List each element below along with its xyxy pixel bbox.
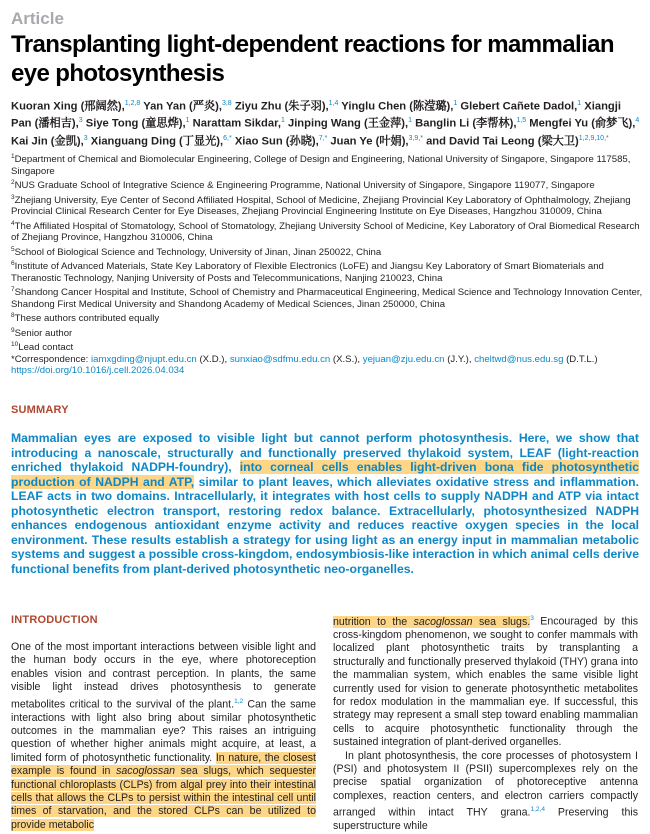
author-name: Mengfei Yu (俞梦飞), xyxy=(529,118,636,131)
author-affiliation-sup[interactable]: 1 xyxy=(185,117,190,125)
intro-text: Encouraged by this cross-kingdom phenomenon, we sought to confer mammals with localized plant photosynthetic traits by transplanting a structurally and functionally preserved thylakoid (THY) grana into the mammalian system, which enables the same visible light currently used for vision to generate photosynthetic metabolites for redox modulation in the mammalian eye. If successful, this strategy may represent a small step toward enabling mammalian cells to acquire photosynthetic functionality through the sustained integration of plant-derived organelles. xyxy=(333,615,638,749)
summary-text xyxy=(11,431,639,576)
citation-sup[interactable]: 1,2 xyxy=(234,697,244,705)
author-affiliation-sup[interactable]: 1 xyxy=(408,117,413,125)
author-affiliation-sup[interactable]: 7,* xyxy=(318,134,328,142)
email-link[interactable]: cheltwd@nus.edu.sg xyxy=(474,353,564,365)
email-link[interactable]: iamxgding@njupt.edu.cn xyxy=(91,353,197,365)
summary-heading: SUMMARY xyxy=(11,404,69,416)
email-link[interactable]: sunxiao@sdfmu.edu.cn xyxy=(229,353,331,365)
author-affiliation-sup[interactable]: 6,* xyxy=(223,134,232,142)
affiliation-item xyxy=(11,177,643,192)
author-name: Banglin Li (李帮林), xyxy=(415,118,517,131)
intro-paragraph-1-cont xyxy=(333,612,638,750)
author-name: Xianguang Ding (丁显光), xyxy=(90,135,224,148)
author-affiliation-sup[interactable]: 1 xyxy=(453,100,458,107)
intro-right-column xyxy=(333,612,638,834)
affiliation-item xyxy=(11,151,643,177)
doi-link[interactable]: https://doi.org/10.1016/j.cell.2026.04.034 xyxy=(11,365,185,377)
summary-highlight: into corneal cells enables light-driven bona fide photosynthetic production of NADPH and ATP, xyxy=(11,460,639,489)
author-name: Yan Yan (严炎), xyxy=(143,100,222,113)
author-affiliation-sup[interactable]: 3,8 xyxy=(221,100,232,107)
affiliation-number: 2 xyxy=(11,179,15,186)
affiliation-text: Department of Chemical and Biomolecular Engineering, College of Design and Engineering, National University of Singapore, Singapore 117585, Singapore xyxy=(11,154,631,177)
author-name: Siye Tong (童思烨), xyxy=(85,118,186,131)
affiliation-item xyxy=(11,244,643,259)
intro-paragraph-1 xyxy=(11,641,316,832)
author-name: Xiangji Pan (潘相吉), xyxy=(11,100,621,131)
affiliation-text: NUS Graduate School of Integrative Science & Engineering Programme, National University of Singapore, Singapore 119077, Singapore xyxy=(14,180,595,192)
email-initials: (D.T.L.) xyxy=(566,353,598,365)
affiliation-item xyxy=(11,192,643,218)
affiliation-text: Senior author xyxy=(14,327,73,339)
intro-text: Can the same interactions with light also bring about similar photosynthetic outcomes in the mammalian eye? This raises an intriguing question of whether higher animals might acquire, at least, a limited form of photosynthetic functionality. xyxy=(11,698,316,764)
affiliation-item xyxy=(11,284,643,310)
highlight-italic: sacoglossan xyxy=(116,765,175,778)
affiliation-number: 5 xyxy=(11,245,15,253)
author-name: Narattam Sikdar, xyxy=(192,118,281,131)
author-affiliation-sup[interactable]: 1,2,9,10,* xyxy=(578,134,609,142)
article-type-label: Article xyxy=(11,9,64,28)
doi-line xyxy=(11,365,643,376)
affiliation-number: 9 xyxy=(11,326,15,334)
author-name: Xiao Sun (孙晓), xyxy=(234,135,319,148)
author-affiliation-sup[interactable]: 1 xyxy=(280,117,285,125)
affiliation-number: 8 xyxy=(11,312,15,320)
correspondence-emails xyxy=(91,354,598,365)
affiliation-item xyxy=(11,310,643,325)
intro-text: In plant photosynthesis, the core processes of photosystem I (PSI) and photosystem II (PSII) supercomplexes rely on the precise spatial organization of photoreceptive antenna complexes, reaction centers, and electron carriers compactly arranged within intact THY grana. xyxy=(333,749,638,819)
summary-text-end: similar to plant leaves, which alleviates oxidative stress and inflammation. LEAF acts in two domains. Intracellularly, it integrates with host cells to supply NADPH and ATP via intact photosynthetic electron transport, restoring redox balance. Extracellularly, photosynthesized NADPH enhances endogenous antioxidant enzyme activity and reduces reactive oxygen species in the local environment. These results establish a strategy for using light as an energy input in mammalian metabolic systems and suggest a possible cross-kingdom, endosymbiosis-like interaction in which animal cells derive functional benefits from plant-derived photosynthetic neo-organelles. xyxy=(11,474,640,576)
affiliation-number: 3 xyxy=(11,193,15,201)
author-name: Yinglu Chen (陈滢璐), xyxy=(341,100,454,113)
author-name: Kai Jin (金凯), xyxy=(11,135,84,148)
author-affiliation-sup[interactable]: 1,4 xyxy=(328,100,339,107)
article-title: Transplanting light-dependent reactions for mammalian eye photosynthesis xyxy=(11,31,614,87)
affiliation-text: Shandong Cancer Hospital and Institute, School of Chemistry and Pharmaceutical Engineering, Medical Science and Technology Innovation Center, Shandong First Medical University and Shandong Academy of Medical Sciences, Jinan 250000, China xyxy=(11,287,643,310)
highlight-italic: sacoglossan xyxy=(413,615,473,628)
correspondence-label: *Correspondence: xyxy=(11,353,89,365)
intro-highlight-right xyxy=(333,616,530,628)
author-name: Juan Ye (叶娟), xyxy=(330,135,409,148)
highlight-text: sea slugs. xyxy=(472,615,531,628)
affiliation-number: 1 xyxy=(11,153,15,160)
author-affiliation-sup[interactable]: 3 xyxy=(83,134,88,142)
email-link[interactable]: yejuan@zju.edu.cn xyxy=(362,353,445,365)
affiliation-number: 7 xyxy=(11,286,15,294)
email-initials: (X.S.), xyxy=(332,353,361,365)
author-name: Jinping Wang (王金萍), xyxy=(287,118,409,131)
correspondence-line xyxy=(11,354,643,365)
affiliations xyxy=(11,151,643,377)
affiliation-item xyxy=(11,218,643,244)
affiliation-item xyxy=(11,258,643,284)
affiliation-number: 10 xyxy=(11,341,19,349)
affiliation-text: Lead contact xyxy=(18,342,74,354)
author-list xyxy=(11,97,643,149)
author-name: and David Tai Leong (梁大卫) xyxy=(426,135,579,148)
author-affiliation-sup[interactable]: 3 xyxy=(78,117,83,125)
author-name: Ziyu Zhu (朱子羽), xyxy=(234,100,329,113)
intro-text: Preserving this superstructure while xyxy=(333,806,638,833)
author-affiliation-sup[interactable]: 3,9,* xyxy=(408,134,423,142)
author-affiliation-sup[interactable]: 1,5 xyxy=(516,117,527,125)
affiliation-text: These authors contributed equally xyxy=(14,313,160,325)
affiliation-item xyxy=(11,339,643,354)
citation-sup[interactable]: 1,2,4 xyxy=(530,806,545,814)
intro-text: One of the most important interactions between visible light and the human body occurs in the eye, where photoreception enables vision and contrast perception. In plants, the same visible light instead drives photosynthesis to generate metabolites critical to the survival of the plant. xyxy=(11,641,316,711)
highlight-text: sea slugs, which sequester functional chloroplasts (CLPs) from algal prey into their intestinal cells that allows the CLPs to persist within the intestinal cell until times of starvation, and the stored CLPs can be utilized to provide metabolic xyxy=(11,765,316,831)
affiliation-text: The Affiliated Hospital of Stomatology, School of Stomatology, Zhejiang University School of Medicine, Key Laboratory of Oral Biomedical Research of Zhejiang Province, Hangzhou 310006, China xyxy=(11,220,640,244)
summary-text-start: Mammalian eyes are exposed to visible light but cannot perform photosynthesis. Here, we show that introducing a nanoscale, structurally and functionally preserved thylakoid system, LEAF (light-reaction enriched thylakoid NADPH-foundry), xyxy=(11,431,639,474)
affiliation-item xyxy=(11,325,643,340)
email-initials: (X.D.), xyxy=(199,353,228,365)
intro-left-column xyxy=(11,641,316,832)
introduction-heading: INTRODUCTION xyxy=(11,614,98,626)
affiliation-text: School of Biological Science and Technology, University of Jinan, Jinan 250022, China xyxy=(14,246,382,258)
citation-sup[interactable]: 3 xyxy=(530,615,534,622)
affiliation-list xyxy=(11,151,643,354)
author-affiliation-sup[interactable]: 1,2,8 xyxy=(124,100,141,107)
affiliation-number: 6 xyxy=(11,260,15,268)
highlight-text: In nature, the closest example is found in xyxy=(11,751,316,778)
affiliation-number: 4 xyxy=(11,219,15,227)
highlight-text: nutrition to the xyxy=(333,615,414,628)
email-initials: (J.Y.), xyxy=(447,353,472,365)
author-name: Glebert Cañete Dadol, xyxy=(460,100,578,113)
author-name: Kuoran Xing (邢阔然), xyxy=(11,100,125,113)
author-affiliation-sup[interactable]: 1 xyxy=(577,100,582,107)
intro-paragraph-2 xyxy=(333,750,638,834)
author-affiliation-sup[interactable]: 4 xyxy=(635,117,640,125)
affiliation-text: Institute of Advanced Materials, State Key Laboratory of Flexible Electronics (LoFE) and Jiangsu Key Laboratory of Smart Biomaterials and Theranostic Technology, Nanjing University of Posts and Telecommunications, Nanjing 210023, China xyxy=(11,261,604,284)
affiliation-text: Zhejiang University, Eye Center of Second Affiliated Hospital, School of Medicine, Zhejiang Provincial Key Laboratory of Ophthalmology, Zhejiang Provincial Clinical Research Center for Eye Diseases, Zhejiang Provincial Engineering Institute on Eye Diseases, Hangzhou 310009, China xyxy=(11,194,631,218)
